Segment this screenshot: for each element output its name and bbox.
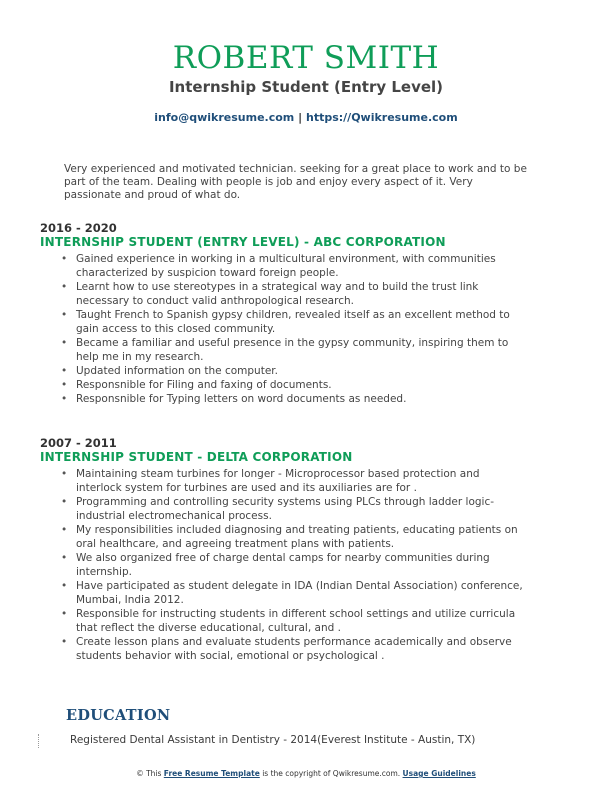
bullet-item: • Programming and controlling security systems using PLCs through ladder logic-industrial electromechanical process. (76, 495, 524, 523)
bullet-item: • Learnt how to use stereotypes in a strategical way and to build the trust link necessary to conduct valid anthropological research. (76, 280, 524, 308)
experience-bullets (40, 467, 540, 663)
experience-years: 2016 - 2020 (40, 221, 117, 235)
summary-paragraph: Very experienced and motivated technician. seeking for a great place to work and to be part of the team. Dealing with people is job and enjoy every aspect of it. Very passionate and proud of what do. (64, 163, 527, 201)
candidate-name: ROBERT SMITH (172, 40, 440, 76)
experience-section-2 (40, 436, 540, 663)
bullet-item: • Gained experience in working in a multicultural environment, with communities characterized by suspicion toward foreign people. (76, 252, 524, 280)
bullet-item: • Responsnible for Filing and faxing of documents. (76, 378, 524, 392)
bullet-item: • Updated information on the computer. (76, 364, 524, 378)
bullet-item: • Became a familiar and useful presence in the gypsy community, inspiring them to help me in my research. (76, 336, 524, 364)
bullet-item: • Taught French to Spanish gypsy children, revealed itself as an excellent method to gain access to this closed community. (76, 308, 524, 336)
education-heading: EDUCATION (66, 707, 171, 724)
website-link[interactable]: https://Qwikresume.com (305, 111, 458, 124)
bullet-item: • Have participated as student delegate in IDA (Indian Dental Association) conference, Mumbai, India 2012. (76, 579, 524, 607)
experience-years: 2007 - 2011 (40, 436, 117, 450)
contact-line (0, 111, 612, 125)
bullet-item: • We also organized free of charge dental camps for nearby communities during internship. (76, 551, 524, 579)
education-entry: Registered Dental Assistant in Dentistry - 2014(Everest Institute - Austin, TX) (70, 734, 476, 746)
experience-title: INTERNSHIP STUDENT - DELTA CORPORATION (40, 450, 353, 464)
experience-section-1 (40, 221, 540, 406)
experience-title: INTERNSHIP STUDENT (ENTRY LEVEL) - ABC CORPORATION (40, 235, 446, 249)
bullet-item: • Responsible for instructing students in different school settings and utilize curricula that reflect the diverse educational, cultural, and . (76, 607, 524, 635)
bullet-item: • My responsibilities included diagnosing and treating patients, educating patients on oral healthcare, and agreeing treatment plans with patients. (76, 523, 524, 551)
free-template-link[interactable]: Free Resume Template (163, 769, 260, 778)
usage-guidelines-link[interactable]: Usage Guidelines (402, 769, 476, 778)
education-divider (38, 734, 40, 748)
email-link[interactable]: info@qwikresume.com (154, 111, 295, 124)
job-subtitle: Internship Student (Entry Level) (168, 78, 444, 96)
footer-copyright (0, 769, 612, 778)
bullet-item: • Create lesson plans and evaluate students performance academically and observe students behavior with social, emotional or psychological . (76, 635, 524, 663)
footer-prefix: © This (136, 769, 162, 778)
bullet-item: • Maintaining steam turbines for longer - Microprocessor based protection and interlock system for turbines are used and its auxiliaries are for . (76, 467, 524, 495)
contact-separator: | (298, 111, 303, 124)
footer-middle: is the copyright of Qwikresume.com. (262, 769, 401, 778)
experience-bullets (40, 252, 540, 406)
bullet-item: • Responsnible for Typing letters on word documents as needed. (76, 392, 524, 406)
